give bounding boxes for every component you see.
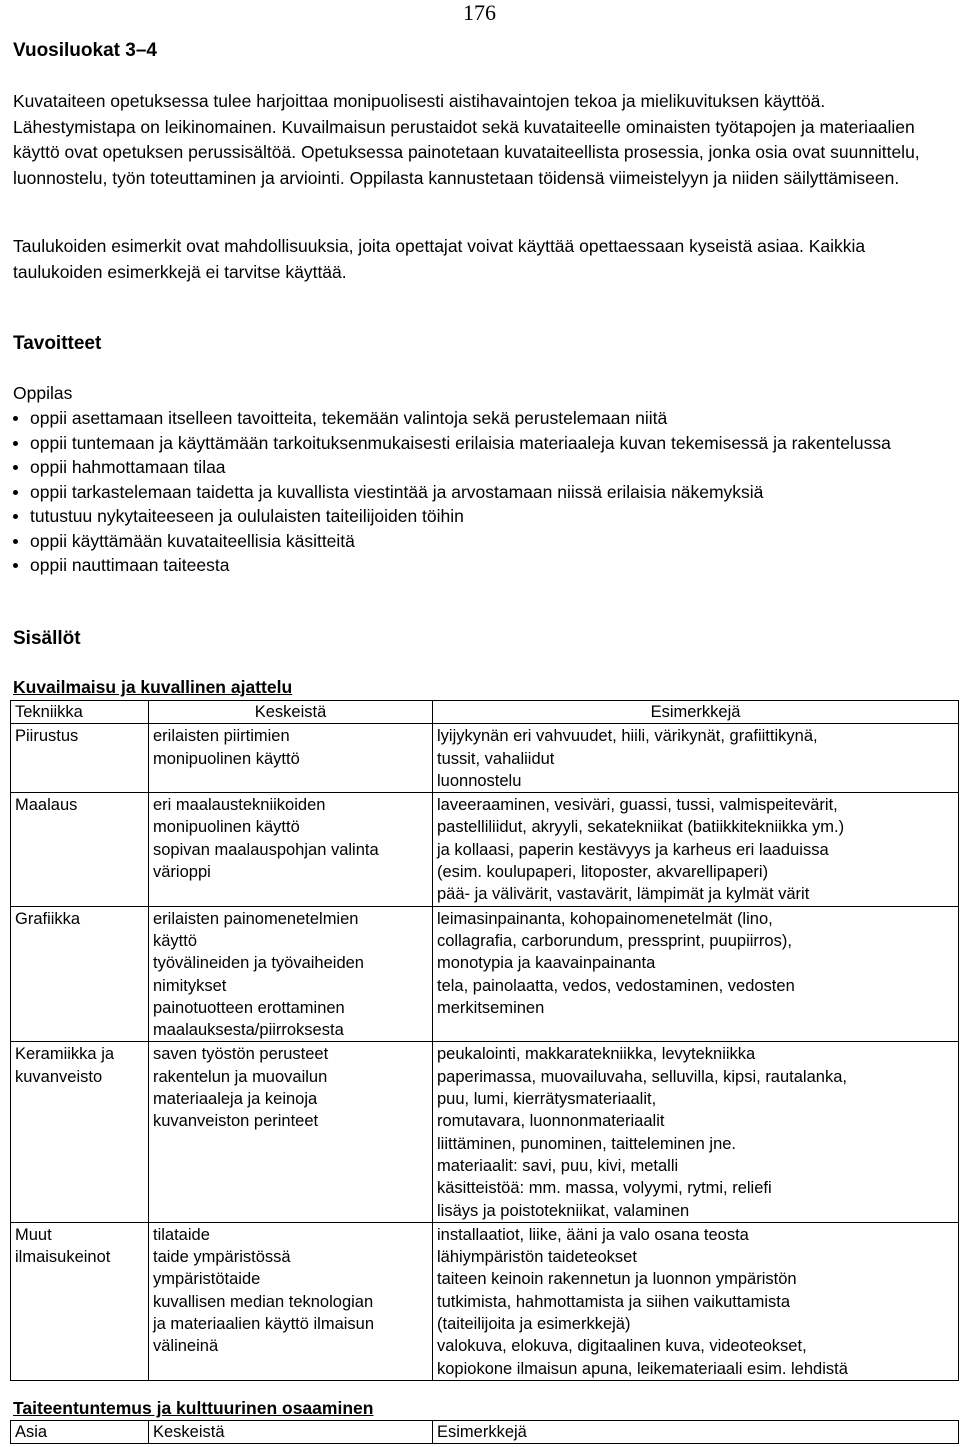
cell-line: romutavara, luonnonmateriaalit — [437, 1112, 665, 1131]
key-cell — [149, 793, 433, 906]
header-examples: Esimerkkejä — [433, 701, 959, 724]
technique-cell — [11, 1042, 149, 1222]
cell-line: kuvallisen median teknologian — [153, 1292, 374, 1311]
table-header-row — [11, 1421, 959, 1444]
header-key: Keskeistä — [149, 1421, 433, 1444]
cell-line: nimitykset — [153, 976, 227, 995]
cell-line: saven työstön perusteet — [153, 1045, 329, 1064]
cell-line: kopiokone ilmaisun apuna, leikemateriaali esim. lehdistä — [437, 1359, 848, 1378]
cell-line: tussit, vahaliidut — [437, 749, 555, 768]
cell-line: maalauksesta/piirroksesta — [153, 1021, 344, 1040]
cell-line: materiaalit: savi, puu, kivi, metalli — [437, 1156, 679, 1175]
header-topic: Asia — [11, 1421, 149, 1444]
table-row — [11, 906, 959, 1042]
goals-heading: Tavoitteet — [13, 333, 102, 354]
cell-line: kuvanveisto — [15, 1067, 103, 1086]
cell-line: pastelliliidut, akryyli, sekatekniikat (batiikkitekniikka ym.) — [437, 818, 845, 837]
section1-heading: Kuvailmaisu ja kuvallinen ajattelu — [13, 677, 293, 697]
key-cell — [149, 724, 433, 793]
examples-cell — [433, 1222, 959, 1380]
list-item: oppii hahmottamaan tilaa — [13, 455, 948, 480]
cell-line: (taiteilijoita ja esimerkkejä) — [437, 1315, 631, 1334]
technique-cell — [11, 906, 149, 1042]
table-row — [11, 1222, 959, 1380]
cell-line: monotypia ja kaavainpainanta — [437, 954, 656, 973]
page-number: 176 — [463, 0, 496, 25]
cell-line: Piirustus — [15, 727, 79, 746]
header-key: Keskeistä — [149, 701, 433, 724]
cell-line: lyijykynän eri vahvuudet, hiili, värikynät, grafiittikynä, — [437, 727, 818, 746]
cell-line: puu, lumi, kierrätysmateriaalit, — [437, 1090, 657, 1109]
table-row — [11, 724, 959, 793]
cell-line: collagrafia, carborundum, pressprint, puupiirros), — [437, 931, 792, 950]
cell-line: liittäminen, punominen, taitteleminen jne. — [437, 1134, 737, 1153]
cell-line: paperimassa, muovailuvaha, selluvilla, kipsi, rautalanka, — [437, 1067, 847, 1086]
goals-list — [13, 406, 948, 578]
key-cell — [149, 906, 433, 1042]
cell-line: peukalointi, makkaratekniikka, levytekniikka — [437, 1045, 756, 1064]
cell-line: Muut — [15, 1225, 52, 1244]
cell-line: pää- ja välivärit, vastavärit, lämpimät ja kylmät värit — [437, 885, 810, 904]
goals-subject: Oppilas — [13, 383, 73, 403]
cell-line: ilmaisukeinot — [15, 1248, 111, 1267]
section2-table — [10, 1420, 959, 1444]
cell-line: käyttö — [153, 931, 198, 950]
cell-line: leimasinpainanta, kohopainomenetelmät (lino, — [437, 909, 773, 928]
cell-line: taiteen keinoin rakennetun ja luonnon ympäristön — [437, 1270, 797, 1289]
cell-line: työvälineiden ja työvaiheiden — [153, 954, 364, 973]
cell-line: ympäristötaide — [153, 1270, 261, 1289]
cell-line: erilaisten painomenetelmien — [153, 909, 359, 928]
cell-line: merkitseminen — [437, 998, 545, 1017]
grade-heading: Vuosiluokat 3–4 — [13, 40, 157, 61]
table-row — [11, 1042, 959, 1222]
key-cell — [149, 1042, 433, 1222]
cell-line: ja materiaalien käyttö ilmaisun — [153, 1315, 375, 1334]
list-item: tutustuu nykytaiteeseen ja oululaisten taiteilijoiden töihin — [13, 504, 948, 529]
cell-line: lisäys ja poistotekniikat, valaminen — [437, 1201, 690, 1220]
cell-line: värioppi — [153, 863, 211, 882]
cell-line: rakentelun ja muovailun — [153, 1067, 328, 1086]
cell-line: välineinä — [153, 1337, 219, 1356]
technique-cell — [11, 1222, 149, 1380]
technique-cell — [11, 724, 149, 793]
cell-line: tilataide — [153, 1225, 210, 1244]
header-technique: Tekniikka — [11, 701, 149, 724]
intro-paragraph: Kuvataiteen opetuksessa tulee harjoittaa monipuolisesti aistihavaintojen tekoa ja mielikuvituksen käyttöä. Lähestymistapa on leikinomainen. Kuvailmaisun perustaidot sekä kuvataiteelle ominaisten työtapojen ja materiaalien käyttö ovat opetuksen perussisältöä. Opetuksessa painotetaan kuvataiteellista prosessia, jonka osia ovat suunnittelu, luonnostelu, työn toteuttaminen ja arviointi. Oppilasta kannustetaan töidensä viimeistelyyn ja niiden säilyttämiseen. — [13, 91, 920, 188]
examples-cell — [433, 793, 959, 906]
key-cell — [149, 1222, 433, 1380]
cell-line: tela, painolaatta, vedos, vedostaminen, vedosten — [437, 976, 795, 995]
cell-line: materiaaleja ja keinoja — [153, 1090, 318, 1109]
list-item: oppii nauttimaan taiteesta — [13, 553, 948, 578]
cell-line: ja kollaasi, paperin kestävyys ja karheus eri laaduissa — [437, 840, 829, 859]
list-item: oppii tuntemaan ja käyttämään tarkoituksenmukaisesti erilaisia materiaaleja kuvan tekemisessä ja rakentelussa — [13, 431, 948, 456]
examples-cell — [433, 724, 959, 793]
cell-line: eri maalaustekniikoiden — [153, 796, 326, 815]
examples-cell — [433, 906, 959, 1042]
list-item: oppii asettamaan itselleen tavoitteita, tekemään valintoja sekä perustelemaan niitä — [13, 406, 948, 431]
cell-line: monipuolinen käyttö — [153, 749, 300, 768]
cell-line: sopivan maalauspohjan valinta — [153, 840, 379, 859]
list-item: oppii käyttämään kuvataiteellisia käsitteitä — [13, 529, 948, 554]
examples-cell — [433, 1042, 959, 1222]
cell-line: lähiympäristön taideteokset — [437, 1248, 637, 1267]
section2-heading: Taiteentuntemus ja kulttuurinen osaaminen — [13, 1398, 374, 1418]
cell-line: (esim. koulupaperi, litoposter, akvarellipaperi) — [437, 863, 769, 882]
section1-table-body — [11, 724, 959, 1381]
cell-line: valokuva, elokuva, digitaalinen kuva, videoteokset, — [437, 1337, 807, 1356]
cell-line: laveeraaminen, vesiväri, guassi, tussi, valmispeitevärit, — [437, 796, 838, 815]
cell-line: luonnostelu — [437, 771, 522, 790]
contents-heading: Sisällöt — [13, 628, 81, 649]
cell-line: Keramiikka ja — [15, 1045, 115, 1064]
table-row — [11, 793, 959, 906]
technique-cell — [11, 793, 149, 906]
table-header-row — [11, 701, 959, 724]
cell-line: monipuolinen käyttö — [153, 818, 300, 837]
cell-line: Grafiikka — [15, 909, 81, 928]
cell-line: installaatiot, liike, ääni ja valo osana teosta — [437, 1225, 749, 1244]
cell-line: Maalaus — [15, 796, 78, 815]
cell-line: käsitteistöä: mm. massa, volyymi, rytmi, reliefi — [437, 1179, 772, 1198]
cell-line: erilaisten piirtimien — [153, 727, 290, 746]
cell-line: kuvanveiston perinteet — [153, 1112, 319, 1131]
cell-line: taide ympäristössä — [153, 1248, 291, 1267]
cell-line: painotuotteen erottaminen — [153, 998, 345, 1017]
cell-line: tutkimista, hahmottamista ja siihen vaikuttamista — [437, 1292, 791, 1311]
header-examples: Esimerkkejä — [433, 1421, 959, 1444]
list-item: oppii tarkastelemaan taidetta ja kuvallista viestintää ja arvostamaan niissä erilaisia näkemyksiä — [13, 480, 948, 505]
section1-table — [10, 700, 959, 1381]
note-paragraph: Taulukoiden esimerkit ovat mahdollisuuksia, joita opettajat voivat käyttää opettaessaan kyseistä asiaa. Kaikkia taulukoiden esimerkkejä ei tarvitse käyttää. — [13, 236, 866, 282]
